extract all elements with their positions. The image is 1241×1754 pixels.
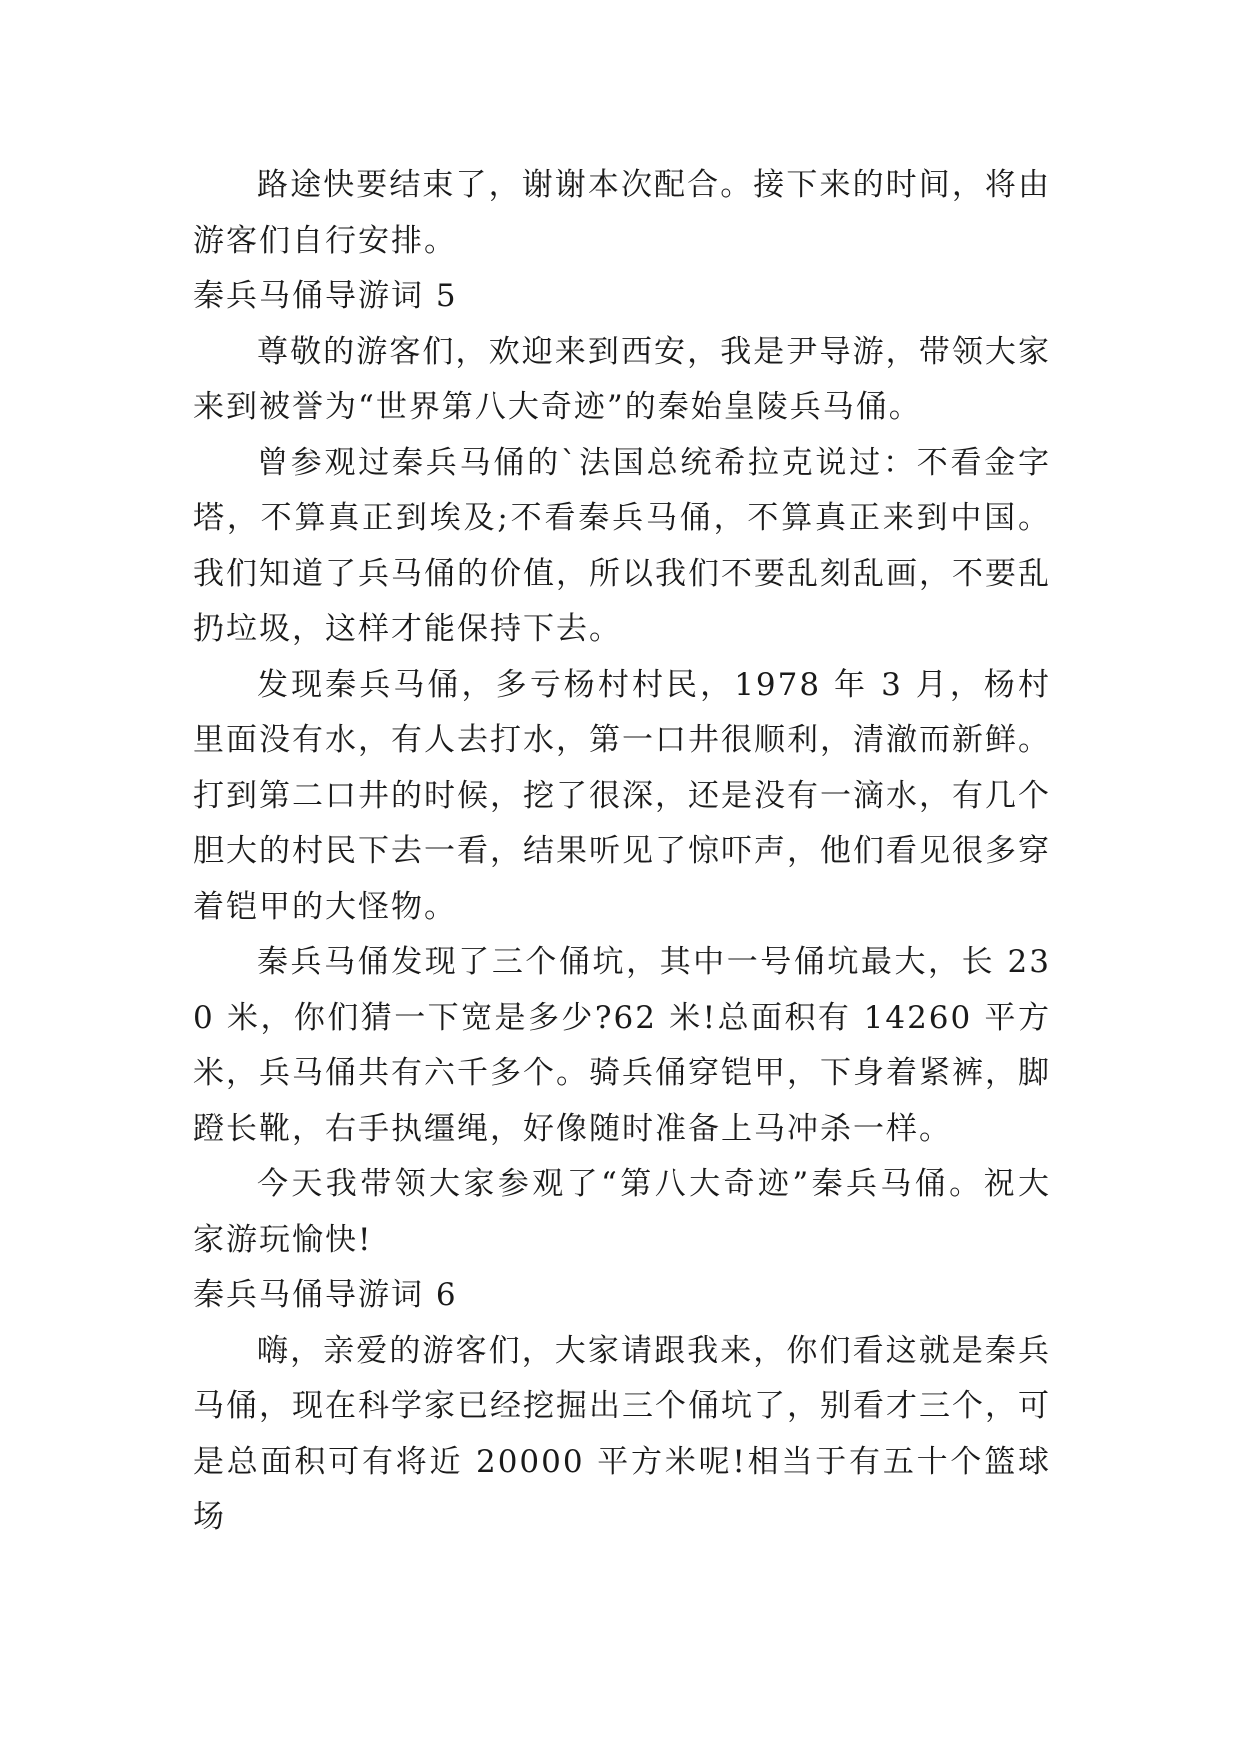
paragraph: 秦兵马俑发现了三个俑坑，其中一号俑坑最大，长 230 米，你们猜一下宽是多少?62 米!总面积有 14260 平方米，兵马俑共有六千多个。骑兵俑穿铠甲，下身着紧裤，脚蹬长靴，右手执缰绳，好像随时准备上马冲杀一样。 [193, 944, 1051, 1147]
paragraph: 路途快要结束了，谢谢本次配合。接下来的时间，将由游客们自行安排。 [193, 167, 1051, 259]
paragraph: 发现秦兵马俑，多亏杨村村民，1978 年 3 月，杨村里面没有水，有人去打水，第一口井很顺利，清澈而新鲜。打到第二口井的时候，挖了很深，还是没有一滴水，有几个胆大的村民下去一看，结果听见了惊吓声，他们看见很多穿着铠甲的大怪物。 [193, 666, 1051, 925]
paragraph: 曾参观过秦兵马俑的`法国总统希拉克说过：不看金字塔，不算真正到埃及;不看秦兵马俑，不算真正来到中国。我们知道了兵马俑的价值，所以我们不要乱刻乱画，不要乱扔垃圾，这样才能保持下去。 [193, 444, 1051, 647]
section-heading: 秦兵马俑导游词 6 [193, 1277, 458, 1313]
paragraph: 今天我带领大家参观了“第八大奇迹”秦兵马俑。祝大家游玩愉快! [193, 1166, 1051, 1258]
section-heading: 秦兵马俑导游词 5 [193, 278, 458, 314]
paragraph: 尊敬的游客们，欢迎来到西安，我是尹导游，带领大家来到被誉为“世界第八大奇迹”的秦始皇陵兵马俑。 [193, 333, 1051, 425]
document-page [193, 158, 1051, 1546]
paragraph: 嗨，亲爱的游客们，大家请跟我来，你们看这就是秦兵马俑，现在科学家已经挖掘出三个俑坑了，别看才三个，可是总面积可有将近 20000 平方米呢!相当于有五十个篮球场 [193, 1332, 1051, 1535]
